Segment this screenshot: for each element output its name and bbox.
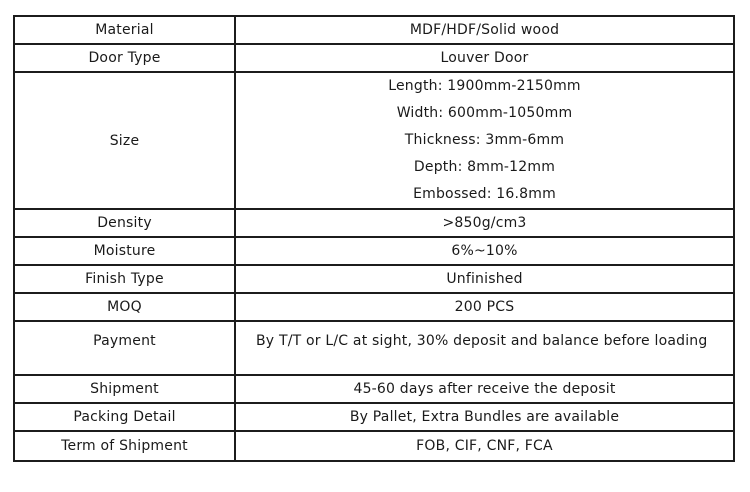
spec-value-door-type: Louver Door (235, 44, 734, 72)
spec-value-density: >850g/cm3 (235, 209, 734, 237)
spec-label-packing-detail: Packing Detail (14, 403, 235, 431)
spec-row-material (14, 16, 734, 44)
spec-row-packing-detail (14, 403, 734, 431)
spec-row-payment (14, 321, 734, 375)
spec-value-shipment: 45-60 days after receive the deposit (235, 375, 734, 403)
spec-label-density: Density (14, 209, 235, 237)
spec-row-term-of-shipment (14, 431, 734, 461)
size-line-depth: Depth: 8mm-12mm (413, 159, 556, 175)
size-line-embossed: Embossed: 16.8mm (413, 186, 556, 202)
product-spec-table (13, 15, 735, 462)
spec-value-finish-type: Unfinished (235, 265, 734, 293)
size-line-length: Length: 1900mm-2150mm (388, 78, 581, 94)
spec-value-moisture: 6%~10% (235, 237, 734, 265)
spec-label-moisture: Moisture (14, 237, 235, 265)
size-line-thickness: Thickness: 3mm-6mm (404, 132, 565, 148)
spec-value-term-of-shipment: FOB, CIF, CNF, FCA (235, 431, 734, 461)
spec-value-packing-detail: By Pallet, Extra Bundles are available (235, 403, 734, 431)
spec-label-payment: Payment (14, 321, 235, 375)
size-line-width: Width: 600mm-1050mm (396, 105, 573, 121)
spec-label-material: Material (14, 16, 235, 44)
spec-value-moq: 200 PCS (235, 293, 734, 321)
spec-value-size (235, 72, 734, 209)
spec-value-material: MDF/HDF/Solid wood (235, 16, 734, 44)
spec-row-door-type (14, 44, 734, 72)
spec-label-finish-type: Finish Type (14, 265, 235, 293)
spec-row-density (14, 209, 734, 237)
spec-label-moq: MOQ (14, 293, 235, 321)
spec-row-moq (14, 293, 734, 321)
spec-row-size (14, 72, 734, 209)
spec-label-door-type: Door Type (14, 44, 235, 72)
spec-row-finish-type (14, 265, 734, 293)
spec-value-payment: By T/T or L/C at sight, 30% deposit and balance before loading (235, 321, 734, 375)
spec-label-term-of-shipment: Term of Shipment (14, 431, 235, 461)
spec-label-shipment: Shipment (14, 375, 235, 403)
spec-label-size: Size (14, 72, 235, 209)
spec-row-moisture (14, 237, 734, 265)
spec-row-shipment (14, 375, 734, 403)
